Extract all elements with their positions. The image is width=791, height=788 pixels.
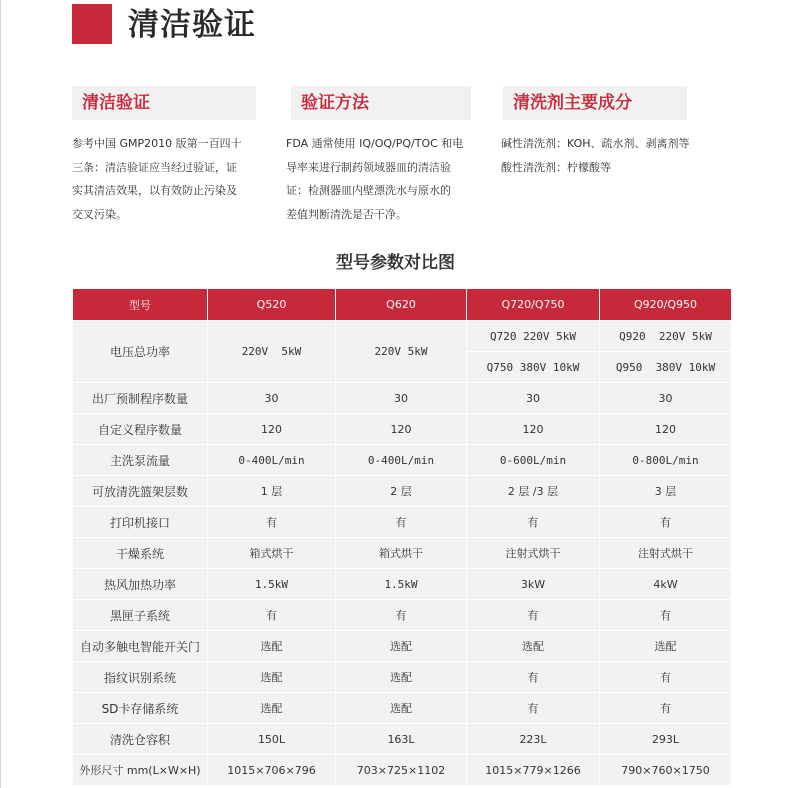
table-row (73, 383, 732, 414)
table-cell: 有 (600, 600, 732, 631)
row-label: 指纹识别系统 (73, 662, 208, 693)
table-cell: 3kW (467, 569, 600, 600)
table-cell: 0-400L/min (336, 445, 467, 476)
table-row (73, 414, 732, 445)
header-q920-q950: Q920/Q950 (600, 289, 732, 321)
table-cell: 有 (336, 507, 467, 538)
row-label: SD卡存储系统 (73, 693, 208, 724)
spec-comparison-table (72, 288, 732, 786)
row-label: 外形尺寸 mm(L×W×H) (73, 755, 208, 786)
table-row (73, 662, 732, 693)
table-cell: Q920 220V 5kW (600, 321, 732, 352)
header-q720-q750: Q720/Q750 (467, 289, 600, 321)
table-cell: 3 层 (600, 476, 732, 507)
row-label: 自动多触电智能开关门 (73, 631, 208, 662)
body-line: 三条：清洁验证应当经过验证，证 (72, 160, 237, 174)
table-title: 型号参数对比图 (336, 253, 455, 273)
table-cell: 120 (208, 414, 336, 445)
section-body-detergent (501, 132, 721, 179)
table-cell: 1015×706×796 (208, 755, 336, 786)
table-row (73, 445, 732, 476)
row-label: 打印机接口 (73, 507, 208, 538)
table-cell: 1.5kW (336, 569, 467, 600)
table-row (73, 538, 732, 569)
table-cell: 4kW (600, 569, 732, 600)
row-label: 出厂预制程序数量 (73, 383, 208, 414)
body-line: 差值判断清洗是否干净。 (286, 207, 407, 221)
table-cell: 选配 (336, 693, 467, 724)
row-label: 热风加热功率 (73, 569, 208, 600)
table-cell: 选配 (336, 631, 467, 662)
table-cell: 30 (208, 383, 336, 414)
table-cell: 1015×779×1266 (467, 755, 600, 786)
table-cell: 790×760×1750 (600, 755, 732, 786)
row-label: 电压总功率 (73, 321, 208, 383)
table-cell: 选配 (600, 631, 732, 662)
body-line: 碱性清洗剂：KOH、疏水剂、剥离剂等 (501, 137, 690, 150)
table-cell: 120 (467, 414, 600, 445)
table-cell: 0-800L/min (600, 445, 732, 476)
table-header-row (73, 289, 732, 321)
table-cell: 选配 (208, 631, 336, 662)
table-cell: 箱式烘干 (336, 538, 467, 569)
table-row (73, 631, 732, 662)
table-cell: 有 (467, 662, 600, 693)
table-cell: 选配 (336, 662, 467, 693)
table-cell: 有 (600, 507, 732, 538)
table-cell: 有 (600, 693, 732, 724)
table-row (73, 693, 732, 724)
table-cell: Q750 380V 10kW (467, 352, 600, 383)
body-line: 证：检测器皿内壁漂洗水与原水的 (286, 184, 451, 197)
section-body-validation-method (286, 132, 486, 226)
table-row (73, 600, 732, 631)
table-cell: 220V 5kW (336, 321, 467, 383)
table-cell: 选配 (208, 693, 336, 724)
table-cell: Q950 380V 10kW (600, 352, 732, 383)
body-line: 导率来进行制药领域器皿的清洁验 (286, 160, 451, 174)
body-line: FDA 通常使用 IQ/OQ/PQ/TOC 和电 (286, 137, 464, 150)
table-row (73, 507, 732, 538)
table-cell: 有 (467, 507, 600, 538)
table-cell: 有 (600, 662, 732, 693)
body-line: 交叉污染。 (72, 207, 127, 221)
table-row-power (73, 321, 732, 352)
page-title: 清洁验证 (128, 7, 256, 43)
title-accent-block (72, 4, 112, 44)
header-q620: Q620 (336, 289, 467, 321)
table-cell: 293L (600, 724, 732, 755)
table-cell: 有 (467, 600, 600, 631)
table-cell: 150L (208, 724, 336, 755)
table-cell: 2 层 (336, 476, 467, 507)
table-row (73, 755, 732, 786)
table-cell: 有 (467, 693, 600, 724)
table-cell: 有 (336, 600, 467, 631)
row-label: 干燥系统 (73, 538, 208, 569)
section-heading-validation-method: 验证方法 (291, 86, 471, 120)
table-cell: 30 (467, 383, 600, 414)
body-line: 酸性清洗剂：柠檬酸等 (501, 160, 611, 174)
table-cell: 223L (467, 724, 600, 755)
header-q520: Q520 (208, 289, 336, 321)
table-cell: 选配 (208, 662, 336, 693)
row-label: 自定义程序数量 (73, 414, 208, 445)
table-cell: 1.5kW (208, 569, 336, 600)
table-row (73, 569, 732, 600)
table-cell: 注射式烘干 (467, 538, 600, 569)
table-row (73, 724, 732, 755)
header-model: 型号 (73, 289, 208, 321)
table-row (73, 476, 732, 507)
table-cell: Q720 220V 5kW (467, 321, 600, 352)
table-cell: 0-600L/min (467, 445, 600, 476)
table-cell: 30 (336, 383, 467, 414)
table-cell: 有 (208, 600, 336, 631)
left-border-line (0, 0, 1, 788)
table-cell: 120 (336, 414, 467, 445)
table-cell: 220V 5kW (208, 321, 336, 383)
row-label: 可放清洗篮架层数 (73, 476, 208, 507)
table-cell: 30 (600, 383, 732, 414)
section-heading-detergent: 清洗剂主要成分 (503, 86, 687, 120)
table-cell: 1 层 (208, 476, 336, 507)
table-cell: 703×725×1102 (336, 755, 467, 786)
table-cell: 120 (600, 414, 732, 445)
body-line: 参考中国 GMP2010 版第一百四十 (72, 137, 242, 150)
row-label: 主洗泵流量 (73, 445, 208, 476)
table-cell: 箱式烘干 (208, 538, 336, 569)
table-cell: 163L (336, 724, 467, 755)
section-body-cleaning-validation (72, 132, 272, 226)
section-heading-cleaning-validation: 清洁验证 (72, 86, 256, 120)
table-cell: 2 层 /3 层 (467, 476, 600, 507)
body-line: 实其清洁效果，以有效防止污染及 (72, 184, 237, 197)
row-label: 黑匣子系统 (73, 600, 208, 631)
table-cell: 0-400L/min (208, 445, 336, 476)
table-cell: 选配 (467, 631, 600, 662)
table-cell: 注射式烘干 (600, 538, 732, 569)
table-cell: 有 (208, 507, 336, 538)
row-label: 清洗仓容积 (73, 724, 208, 755)
